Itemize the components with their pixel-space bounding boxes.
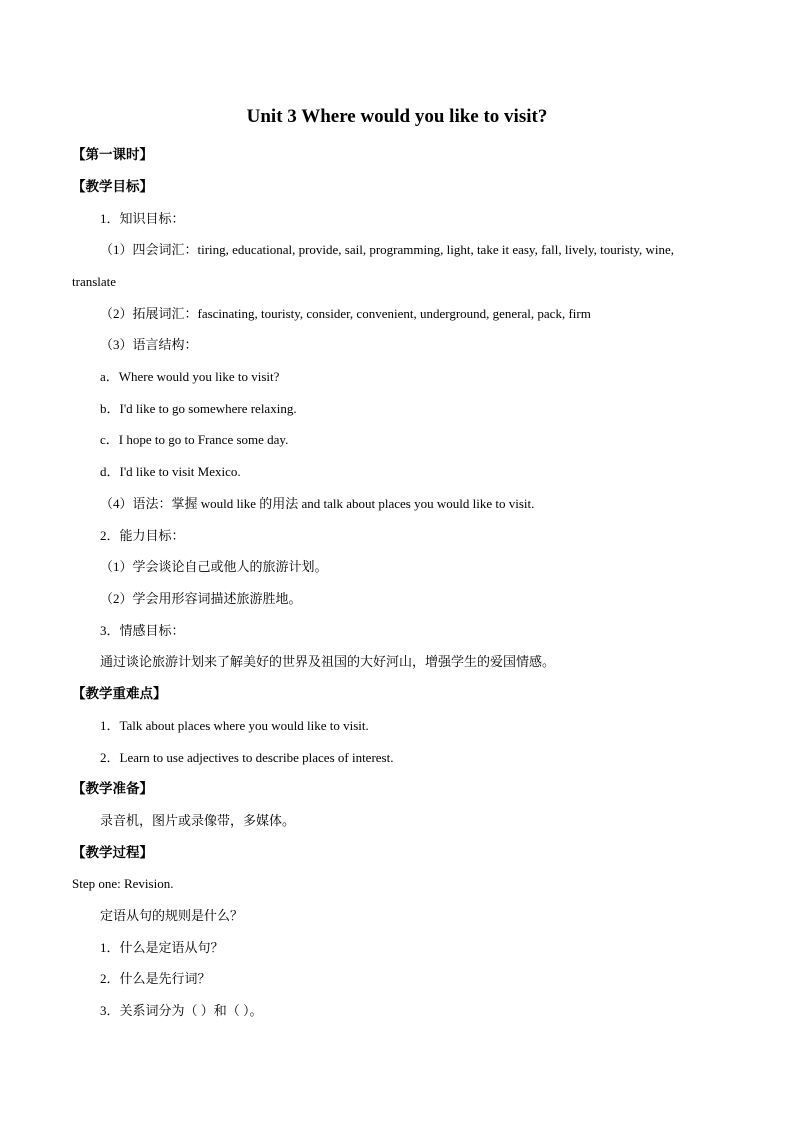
goal-emotion: 3．情感目标： <box>100 623 185 638</box>
step-one-heading: Step one: Revision. <box>72 876 174 891</box>
revision-item-3: 3．关系词分为（ ）和（ ）。 <box>100 1003 263 1018</box>
section-heading-process: 【教学过程】 <box>72 845 153 860</box>
document-title: Unit 3 Where would you like to visit? <box>246 106 548 127</box>
section-heading-first-lesson: 【第一课时】 <box>72 147 153 162</box>
revision-item-1: 1．什么是定语从句？ <box>100 940 224 955</box>
ability-item-2: （2）学会用形容词描述旅游胜地。 <box>100 591 302 606</box>
structure-item-d: d．I'd like to visit Mexico. <box>100 464 241 479</box>
grammar-goal: （4）语法：掌握 would like 的用法 and talk about places you would like to visit. <box>100 496 535 511</box>
ability-item-1: （1）学会谈论自己或他人的旅游计划。 <box>100 559 328 574</box>
structure-item-c: c．I hope to go to France some day. <box>100 432 289 447</box>
section-heading-key-points: 【教学重难点】 <box>72 686 167 701</box>
structure-item-a: a．Where would you like to visit? <box>100 369 280 384</box>
vocab-four-skills: （1）四会词汇：tiring, educational, provide, sail, programming, light, take it easy, fall, lively, touristy, wine, <box>100 242 675 257</box>
vocab-four-skills-continued: translate <box>72 274 117 289</box>
goal-knowledge: 1．知识目标： <box>100 211 185 226</box>
preparation-item: 录音机，图片或录像带，多媒体。 <box>100 813 296 828</box>
section-heading-teaching-goals: 【教学目标】 <box>72 179 153 194</box>
key-point-2: 2．Learn to use adjectives to describe places of interest. <box>100 750 394 765</box>
key-point-1: 1．Talk about places where you would like to visit. <box>100 718 369 733</box>
structure-item-b: b．I'd like to go somewhere relaxing. <box>100 401 297 416</box>
language-structure-label: （3）语言结构： <box>100 337 198 352</box>
vocab-extended: （2）拓展词汇：fascinating, touristy, consider, convenient, underground, general, pack, firm <box>100 306 591 321</box>
emotion-item: 通过谈论旅游计划来了解美好的世界及祖国的大好河山，增强学生的爱国情感。 <box>100 654 556 669</box>
revision-question: 定语从句的规则是什么？ <box>100 908 244 923</box>
goal-ability: 2．能力目标： <box>100 528 185 543</box>
revision-item-2: 2．什么是先行词？ <box>100 971 211 986</box>
section-heading-preparation: 【教学准备】 <box>72 781 153 796</box>
